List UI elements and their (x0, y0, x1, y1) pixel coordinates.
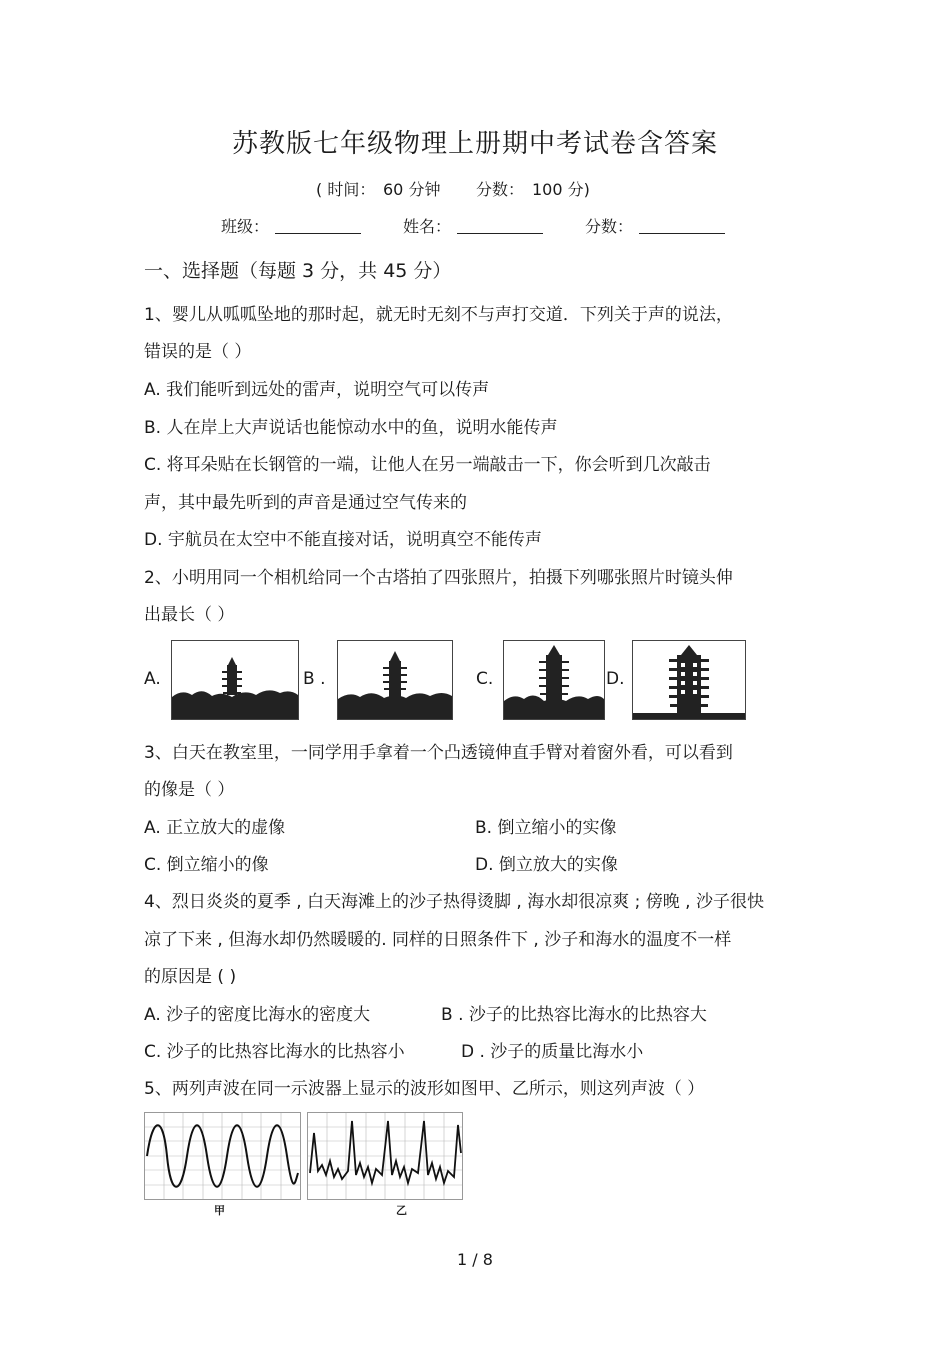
wave-yi (310, 1121, 461, 1183)
exam-score-label: 分数： (476, 180, 525, 199)
pagoda-photo-b (337, 640, 453, 720)
q1-option-b: B. 人在岸上大声说话也能惊动水中的鱼，说明水能传声 (144, 418, 558, 438)
q2-label-d: D. (606, 669, 625, 689)
q4-stem-line3: 的原因是 ( ) (144, 967, 237, 987)
name-field (403, 214, 543, 237)
q2-stem-line1: 2、小明用同一个相机给同一个古塔拍了四张照片，拍摄下列哪张照片时镜头伸 (144, 568, 733, 588)
q1-stem-line1: 1、婴儿从呱呱坠地的那时起，就无时无刻不与声打交道．下列关于声的说法， (144, 305, 733, 325)
pagoda-photo-d (632, 640, 746, 720)
q2-label-c: C. (476, 669, 494, 689)
q1-option-a: A. 我们能听到远处的雷声，说明空气可以传声 (144, 380, 490, 400)
exam-score-value: 100 分) (532, 180, 590, 199)
q3-option-c: C. 倒立缩小的像 (144, 855, 269, 875)
exam-time-value: 60 分钟 (383, 180, 441, 199)
oscilloscope-jia (144, 1112, 301, 1200)
q4-option-b: B . 沙子的比热容比海水的比热容大 (441, 1005, 707, 1025)
q4-stem-line1: 4、烈日炎炎的夏季 , 白天海滩上的沙子热得烫脚 , 海水却很凉爽 ; 傍晚 , 沙子很快 (144, 892, 764, 912)
q2-label-a: A. (144, 669, 161, 689)
q1-option-c-line2: 声，其中最先听到的声音是通过空气传来的 (144, 493, 467, 513)
q3-option-b: B. 倒立缩小的实像 (475, 818, 617, 838)
exam-time-label: ( 时间： (316, 180, 376, 199)
q4-option-a: A. 沙子的密度比海水的密度大 (144, 1005, 371, 1025)
q2-stem-line2: 出最长（ ） (144, 605, 235, 625)
page-number: 1 / 8 (457, 1250, 493, 1269)
name-label: 姓名： (403, 217, 452, 236)
class-field (221, 214, 361, 237)
name-blank[interactable] (457, 217, 543, 234)
class-blank[interactable] (275, 217, 361, 234)
pagoda-photo-c (503, 640, 605, 720)
label-yi: 乙 (396, 1204, 407, 1217)
q4-option-c: C. 沙子的比热容比海水的比热容小 (144, 1042, 405, 1062)
score-field (585, 214, 725, 237)
q3-option-d: D. 倒立放大的实像 (475, 855, 618, 875)
score-blank[interactable] (639, 217, 725, 234)
q3-stem-line2: 的像是（ ） (144, 780, 235, 800)
document-title: 苏教版七年级物理上册期中考试卷含答案 (231, 129, 718, 159)
oscilloscope-yi (307, 1112, 463, 1200)
q4-stem-line2: 凉了下来 , 但海水却仍然暖暖的. 同样的日照条件下 , 沙子和海水的温度不一样 (144, 930, 732, 950)
pagoda-photo-a (171, 640, 299, 720)
label-jia: 甲 (214, 1204, 225, 1217)
class-label: 班级： (221, 217, 270, 236)
q4-option-d: D . 沙子的质量比海水小 (461, 1042, 644, 1062)
q1-option-d: D. 宇航员在太空中不能直接对话，说明真空不能传声 (144, 530, 542, 550)
section-1-title: 一、选择题（每题 3 分，共 45 分） (144, 260, 452, 282)
q2-label-b: B . (303, 669, 326, 689)
q3-stem-line1: 3、白天在教室里，一同学用手拿着一个凸透镜伸直手臂对着窗外看，可以看到 (144, 743, 733, 763)
score-label: 分数： (585, 217, 634, 236)
q1-stem-line2: 错误的是（ ） (144, 342, 252, 362)
q1-option-c-line1: C. 将耳朵贴在长钢管的一端，让他人在另一端敲击一下，你会听到几次敲击 (144, 455, 711, 475)
q5-stem: 5、两列声波在同一示波器上显示的波形如图甲、乙所示，则这列声波（ ） (144, 1079, 705, 1099)
q3-option-a: A. 正立放大的虚像 (144, 818, 286, 838)
